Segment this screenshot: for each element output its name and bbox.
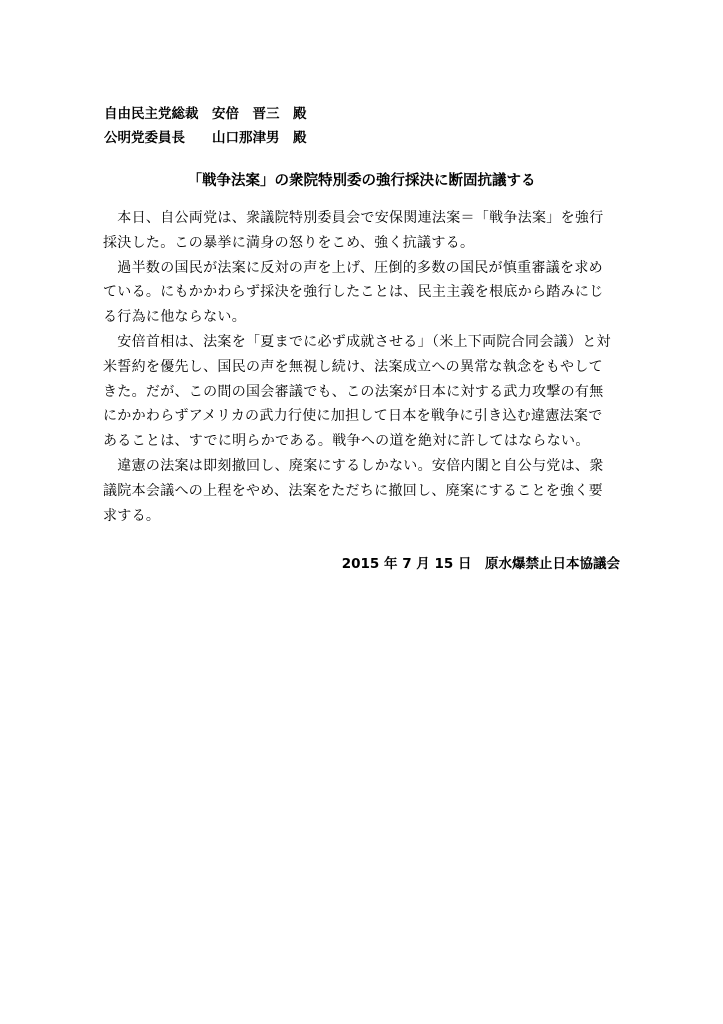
text-line: 本日、自公両党は、衆議院特別委員会で安保関連法案＝「戦争法案」を強行 [103,210,604,226]
paragraph [103,256,626,330]
text-line: 違憲の法案は即刻撤回し、廃案にするしかない。安倍内閣と自公与党は、衆 [103,457,604,474]
text-line: 議院本会議への上程をやめ、法案をただちに撤回し、廃案にすることを強く要 [103,482,603,499]
text-line: 米誓約を優先し、国民の声を無視し続け、法案成立への異常な執念をもやして [103,358,603,375]
paragraph [103,330,626,454]
addressee-block [104,102,307,150]
text-line: にかかわらずアメリカの武力行使に加担して日本を戦争に引き込む違憲法案で [103,408,603,425]
text-line: 安倍首相は、法案を「夏までに必ず成就させる」（米上下両院合同会議）と対 [103,333,611,350]
paragraph [103,454,626,528]
text-line: 求する。 [103,507,161,524]
text-line: 採決した。この暴挙に満身の怒りをこめ、強く抗議する。 [103,234,475,251]
text-line: きた。だが、この間の国会審議でも、この法案が日本に対する武力攻撃の有無 [103,383,604,400]
addressee-ldp: 自由民主党総裁 安倍 晋三 殿 [104,106,307,122]
text-line: 過半数の国民が法案に反対の声を上げ、圧倒的多数の国民が慎重審議を求め [103,259,603,276]
document-body [103,206,626,528]
date-and-signature: 2015 年 7 月 15 日 原水爆禁止日本協議会 [341,556,620,572]
paragraph [103,206,626,256]
document-title: 「戦争法案」の衆院特別委の強行採決に断固抗議する [187,173,536,189]
text-line: る行為に他ならない。 [103,309,246,326]
text-line: ている。にもかかわらず採決を強行したことは、民主主義を根底から踏みにじ [103,284,604,301]
addressee-komeito: 公明党委員長 山口那津男 殿 [104,130,307,146]
text-line: あることは、すでに明らかである。戦争への道を絶対に許してはならない。 [103,433,590,450]
